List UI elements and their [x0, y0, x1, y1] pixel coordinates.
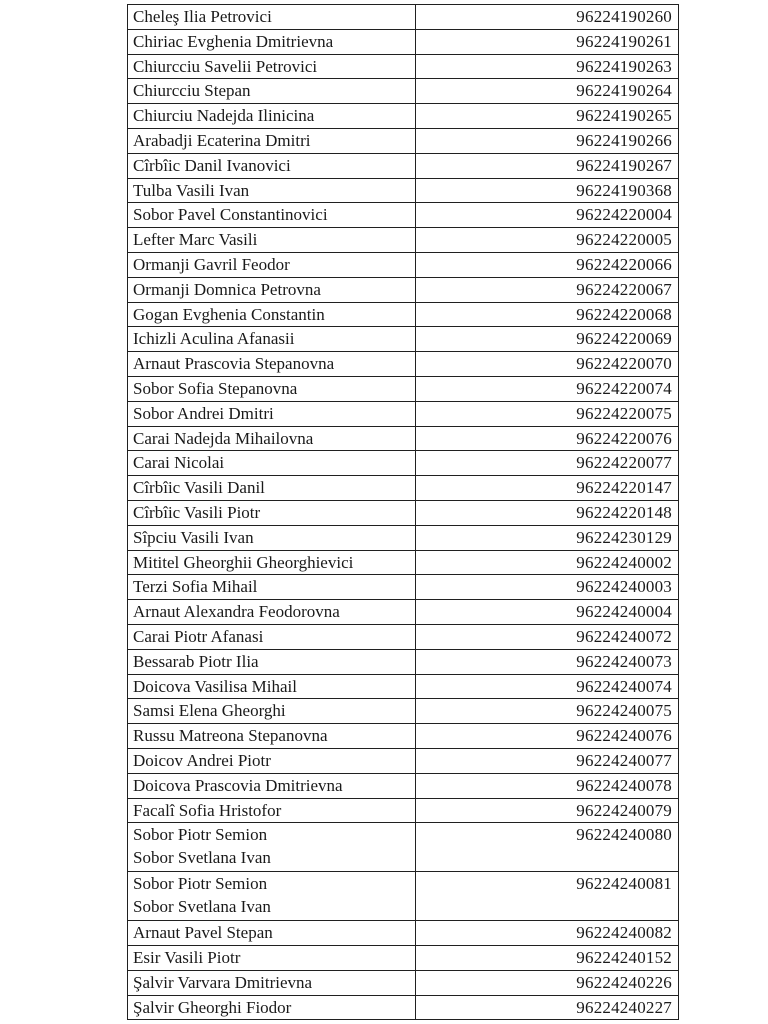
owner-name: Arnaut Alexandra Feodorovna [133, 602, 340, 622]
table-row [128, 798, 679, 823]
owner-name-cell [128, 277, 416, 302]
table-row [128, 970, 679, 995]
owner-name: Şalvir Gheorghi Fiodor [133, 997, 292, 1017]
owner-name: Sobor Andrei Dmitri [133, 403, 274, 423]
cadastral-code-cell: 96224240226 [416, 970, 679, 995]
cadastral-code-cell: 96224220067 [416, 277, 679, 302]
owner-name-cell [128, 724, 416, 749]
owner-name-cell [128, 104, 416, 129]
table-row [128, 178, 679, 203]
table-row [128, 699, 679, 724]
cadastral-code-cell: 96224190368 [416, 178, 679, 203]
cadastral-code-cell: 96224220076 [416, 426, 679, 451]
owner-name: Lefter Marc Vasili [133, 230, 258, 250]
cadastral-code-cell: 96224190261 [416, 29, 679, 54]
cadastral-code-cell: 96224240076 [416, 724, 679, 749]
cadastral-code-cell: 96224190265 [416, 104, 679, 129]
owner-name: Doicova Vasilisa Mihail [133, 676, 297, 696]
table-row [128, 54, 679, 79]
table-row [128, 203, 679, 228]
table-row [128, 426, 679, 451]
table-row [128, 352, 679, 377]
table-row [128, 29, 679, 54]
cadastral-code-cell: 96224220147 [416, 476, 679, 501]
table-row [128, 674, 679, 699]
table-row [128, 104, 679, 129]
cadastral-code-cell: 96224220077 [416, 451, 679, 476]
owner-name: Gogan Evghenia Constantin [133, 304, 325, 324]
table-row [128, 823, 679, 872]
owner-name: Cîrbîic Danil Ivanovici [133, 155, 291, 175]
cadastral-code-cell: 96224240075 [416, 699, 679, 724]
table-row [128, 451, 679, 476]
cadastral-code-cell: 96224220069 [416, 327, 679, 352]
owner-name-cell [128, 872, 416, 921]
table-row [128, 575, 679, 600]
owner-name-cell [128, 921, 416, 946]
owner-name-cell [128, 823, 416, 872]
cadastral-code-cell: 96224220066 [416, 252, 679, 277]
owner-name: Mititel Gheorghii Gheorghievici [133, 552, 354, 572]
cadastral-code-cell: 96224240078 [416, 773, 679, 798]
cadastral-code-cell: 96224240082 [416, 921, 679, 946]
owner-name: Chiurcciu Stepan [133, 81, 251, 101]
owner-name-cell [128, 203, 416, 228]
table-row [128, 153, 679, 178]
table-row [128, 600, 679, 625]
owner-name-cell [128, 600, 416, 625]
owner-name: Arnaut Pavel Stepan [133, 923, 273, 943]
owner-name-cell [128, 5, 416, 30]
owner-name-cell [128, 798, 416, 823]
owner-name: Terzi Sofia Mihail [133, 577, 258, 597]
table-row [128, 624, 679, 649]
owner-name: Carai Nadejda Mihailovna [133, 428, 314, 448]
owner-name-cell [128, 178, 416, 203]
cadastral-code-cell: 96224220005 [416, 228, 679, 253]
owner-name-cell [128, 674, 416, 699]
owner-name-cell [128, 352, 416, 377]
table-row [128, 724, 679, 749]
cadastral-code-cell: 96224240002 [416, 550, 679, 575]
owner-name-cell [128, 773, 416, 798]
table-row [128, 500, 679, 525]
registry-table-body [128, 5, 679, 1020]
owner-name-cell [128, 451, 416, 476]
cadastral-code-cell: 96224220070 [416, 352, 679, 377]
owner-name: Cîrbîic Vasili Danil [133, 478, 265, 498]
cadastral-code-cell: 96224220075 [416, 401, 679, 426]
table-row [128, 128, 679, 153]
cadastral-code-cell: 96224240072 [416, 624, 679, 649]
owner-name-cell [128, 575, 416, 600]
owner-name: Sobor Piotr Semion [133, 825, 268, 845]
cadastral-code-cell: 96224190263 [416, 54, 679, 79]
owner-name: Sobor Piotr Semion [133, 874, 268, 894]
owner-name-cell [128, 550, 416, 575]
cadastral-code-cell: 96224240152 [416, 946, 679, 971]
owner-name: Cîrbîic Vasili Piotr [133, 502, 261, 522]
owner-name-cell [128, 624, 416, 649]
owner-name-cell [128, 302, 416, 327]
owner-name: Ormanji Domnica Petrovna [133, 279, 321, 299]
table-row [128, 327, 679, 352]
owner-name-cell [128, 153, 416, 178]
owner-name: Russu Matreona Stepanovna [133, 726, 328, 746]
cadastral-code-cell: 96224220074 [416, 376, 679, 401]
cadastral-code-cell: 96224220004 [416, 203, 679, 228]
owner-name: Sobor Svetlana Ivan [133, 897, 271, 917]
owner-name: Ormanji Gavril Feodor [133, 254, 290, 274]
table-row [128, 302, 679, 327]
owner-name-cell [128, 995, 416, 1020]
registry-table [127, 4, 679, 1020]
owner-name-cell [128, 29, 416, 54]
owner-name: Ichizli Aculina Afanasii [133, 329, 295, 349]
cadastral-code-cell: 96224190264 [416, 79, 679, 104]
cadastral-code-cell: 96224220148 [416, 500, 679, 525]
table-row [128, 79, 679, 104]
owner-name-cell [128, 79, 416, 104]
owner-name: Samsi Elena Gheorghi [133, 701, 286, 721]
owner-name-cell [128, 228, 416, 253]
owner-name-cell [128, 128, 416, 153]
table-row [128, 525, 679, 550]
cadastral-code-cell: 96224190266 [416, 128, 679, 153]
owner-name: Cheleş Ilia Petrovici [133, 7, 272, 26]
table-row [128, 376, 679, 401]
cadastral-code-cell: 96224240003 [416, 575, 679, 600]
owner-name-cell [128, 699, 416, 724]
owner-name-cell [128, 970, 416, 995]
owner-name: Tulba Vasili Ivan [133, 180, 250, 200]
owner-name: Chiriac Evghenia Dmitrievna [133, 31, 334, 51]
cadastral-code-cell: 96224230129 [416, 525, 679, 550]
owner-name: Arabadji Ecaterina Dmitri [133, 130, 311, 150]
owner-name: Esir Vasili Piotr [133, 948, 241, 968]
cadastral-code-cell: 96224240079 [416, 798, 679, 823]
table-row [128, 5, 679, 30]
cadastral-code-cell: 96224190260 [416, 5, 679, 30]
table-row [128, 476, 679, 501]
owner-name-cell [128, 376, 416, 401]
table-row [128, 872, 679, 921]
owner-name: Facalî Sofia Hristofor [133, 800, 282, 820]
cadastral-code-cell: 96224240080 [416, 823, 679, 872]
owner-name: Sobor Svetlana Ivan [133, 848, 271, 868]
table-row [128, 277, 679, 302]
owner-name: Arnaut Prascovia Stepanovna [133, 354, 335, 374]
owner-name: Doicova Prascovia Dmitrievna [133, 775, 343, 795]
owner-name-cell [128, 500, 416, 525]
owner-name: Bessarab Piotr Ilia [133, 651, 259, 671]
table-row [128, 228, 679, 253]
owner-name: Chiurcciu Savelii Petrovici [133, 56, 318, 76]
cadastral-code-cell: 96224190267 [416, 153, 679, 178]
table-row [128, 773, 679, 798]
cadastral-code-cell: 96224240074 [416, 674, 679, 699]
owner-name-cell [128, 525, 416, 550]
table-row [128, 649, 679, 674]
cadastral-code-cell: 96224240081 [416, 872, 679, 921]
owner-name: Carai Nicolai [133, 453, 225, 473]
table-row [128, 946, 679, 971]
owner-name: Sobor Sofia Stepanovna [133, 378, 298, 398]
table-row [128, 748, 679, 773]
owner-name-cell [128, 426, 416, 451]
owner-name-cell [128, 476, 416, 501]
owner-name: Sobor Pavel Constantinovici [133, 205, 328, 225]
owner-name-cell [128, 327, 416, 352]
owner-name-cell [128, 748, 416, 773]
cadastral-code-cell: 96224240004 [416, 600, 679, 625]
table-row [128, 401, 679, 426]
table-row [128, 921, 679, 946]
owner-name: Doicov Andrei Piotr [133, 750, 271, 770]
owner-name: Sîpciu Vasili Ivan [133, 527, 254, 547]
table-row [128, 995, 679, 1020]
owner-name-cell [128, 401, 416, 426]
table-row [128, 252, 679, 277]
cadastral-code-cell: 96224240077 [416, 748, 679, 773]
cadastral-code-cell: 96224220068 [416, 302, 679, 327]
owner-name-cell [128, 649, 416, 674]
owner-name: Chiurciu Nadejda Ilinicina [133, 106, 315, 126]
owner-name-cell [128, 946, 416, 971]
owner-name-cell [128, 54, 416, 79]
owner-name: Carai Piotr Afanasi [133, 626, 264, 646]
cadastral-code-cell: 96224240073 [416, 649, 679, 674]
cadastral-code-cell: 96224240227 [416, 995, 679, 1020]
table-row [128, 550, 679, 575]
owner-name-cell [128, 252, 416, 277]
owner-name: Şalvir Varvara Dmitrievna [133, 972, 313, 992]
